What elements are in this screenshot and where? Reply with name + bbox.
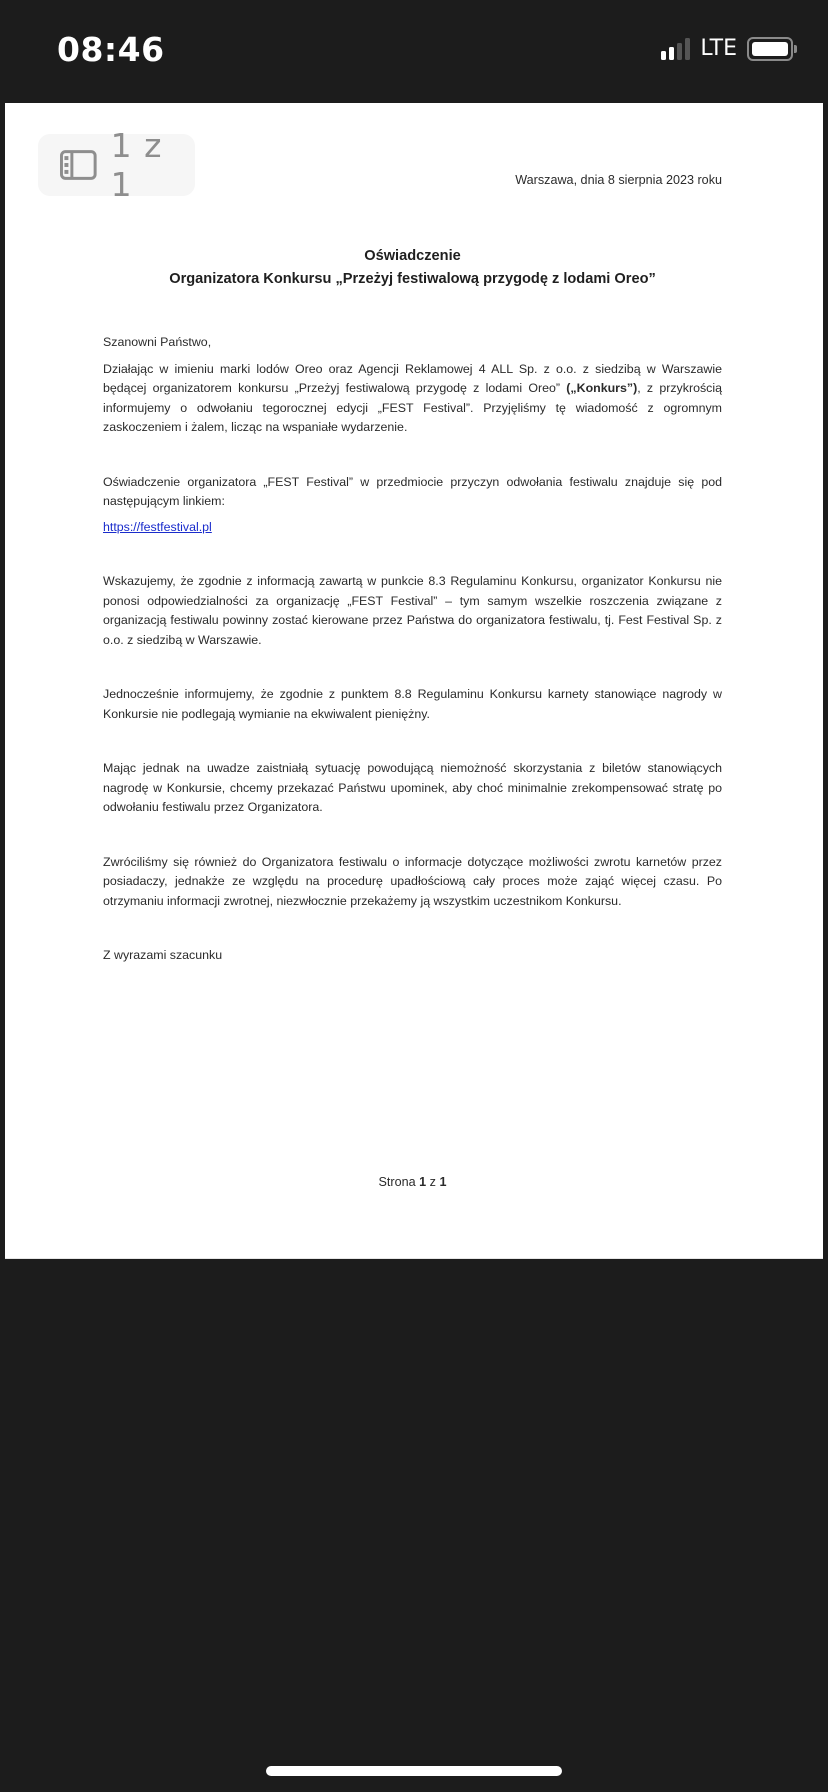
paragraph-no-exchange: Jednocześnie informujemy, że zgodnie z punktem 8.8 Regulaminu Konkursu karnety stanowiące nagrody w Konkursie nie podlegają wymianie na ekwiwalent pieniężny. xyxy=(103,687,722,721)
paragraph-gift: Mając jednak na uwadze zaistniałą sytuację powodującą niemożność skorzystania z biletów stanowiących nagrodę w Konkursie, chcemy przekazać Państwu upominek, aby choć minimalnie zrekompensować stratę po odwołaniu festiwalu przez Organizatora. xyxy=(103,761,722,814)
paragraph-refund: Zwróciliśmy się również do Organizatora festiwalu o informacje dotyczące możliwości zwrotu karnetów przez posiadaczy, jednakże ze względu na procedurę upadłościową cały proces może zająć więcej czasu. Po otrzymaniu informacji zwrotnej, niezwłocznie przekażemy ją wszystkim uczestnikom Konkursu. xyxy=(103,854,722,908)
page-indicator[interactable] xyxy=(38,126,195,204)
battery-full-icon xyxy=(747,37,793,61)
cellular-signal-icon xyxy=(661,38,690,60)
date-line: Warszawa, dnia 8 sierpnia 2023 roku xyxy=(515,173,722,187)
network-type-label: LTE xyxy=(700,36,737,61)
footer-total-pages: 1 xyxy=(439,1175,447,1189)
status-time: 08:46 xyxy=(57,30,165,69)
document-body xyxy=(103,333,722,966)
footer-prefix: Strona xyxy=(378,1175,420,1189)
page-footer xyxy=(103,1173,722,1193)
status-indicators xyxy=(661,36,793,61)
footer-current-page: 1 xyxy=(419,1175,427,1189)
festival-link[interactable]: https://festfestival.pl xyxy=(103,519,212,534)
closing: Z wyrazami szacunku xyxy=(103,948,223,962)
konkurs-term: („Konkurs”) xyxy=(566,381,638,395)
footer-separator: z xyxy=(426,1175,440,1189)
home-indicator[interactable] xyxy=(266,1766,562,1776)
sidebar-thumbnails-icon xyxy=(60,150,97,180)
document-title: Oświadczenie xyxy=(364,248,461,264)
greeting: Szanowni Państwo, xyxy=(103,335,212,349)
status-bar xyxy=(0,0,828,103)
paragraph-intro-text: Działając w imieniu marki lodów Oreo oraz Agencji Reklamowej 4 ALL Sp. z o.o. z siedzibą w Warszawie będącej organizatorem konkursu „Przeżyj festiwalową przygodę z lodami Oreo” xyxy=(103,361,722,395)
document-heading xyxy=(103,245,722,291)
paragraph-intro-text-end: , z przykrością informujemy o odwołaniu tegorocznej edycji „FEST Festival”. Przyjęliśmy tę wiadomość z ogromnym zaskoczeniem i żalem, licząc na wspaniałe wydarzenie. xyxy=(103,381,723,434)
document-subtitle: Organizatora Konkursu „Przeżyj festiwalową przygodę z lodami Oreo” xyxy=(169,271,656,287)
document-page[interactable] xyxy=(5,103,823,1258)
paragraph-statement-link: Oświadczenie organizatora „FEST Festival” w przedmiocie przyczyn odwołania festiwalu znajduje się pod następującym linkiem: xyxy=(103,474,722,508)
page-count-label: 1 z 1 xyxy=(110,126,163,204)
paragraph-liability: Wskazujemy, że zgodnie z informacją zawartą w punkcie 8.3 Regulaminu Konkursu, organizator Konkursu nie ponosi odpowiedzialności za organizację „FEST Festival” – tym samym wszelkie roszczenia związane z organizacją festiwalu powinny zostać kierowane przez Państwa do organizatora festiwalu, tj. Fest Festival Sp. z o.o. z siedzibą w Warszawie. xyxy=(103,574,722,647)
paragraph-intro xyxy=(103,360,722,438)
